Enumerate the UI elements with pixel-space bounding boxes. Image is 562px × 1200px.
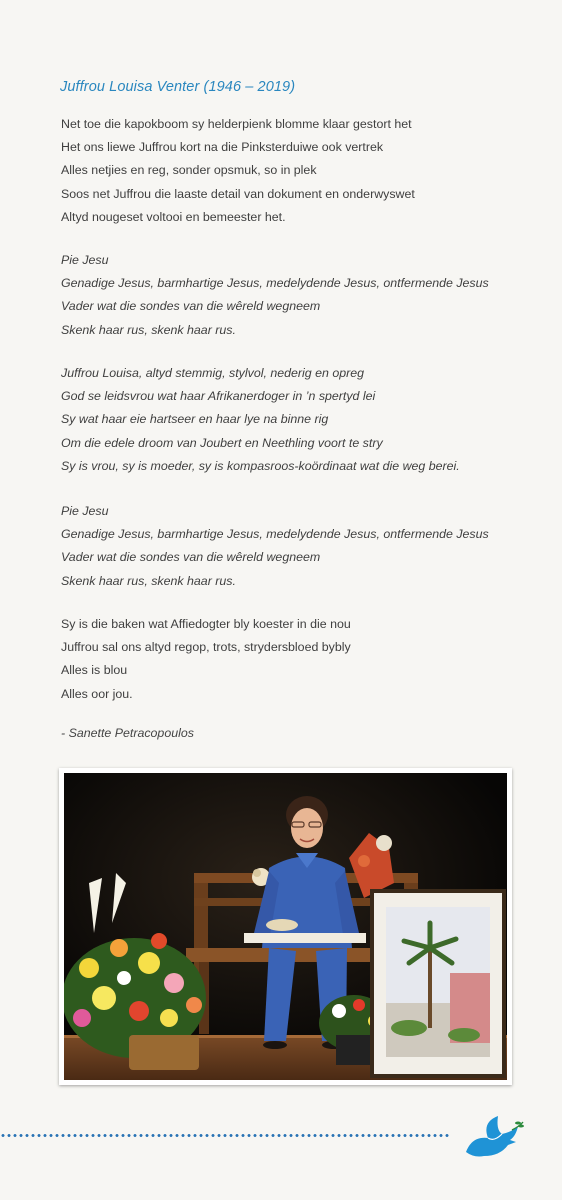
poem-title: Juffrou Louisa Venter (1946 – 2019) — [60, 79, 296, 95]
poem-line: Sy is die baken wat Affiedogter bly koester in die nou — [61, 617, 351, 631]
poem-line: Genadige Jesus, barmhartige Jesus, medelydende Jesus, ontfermende Jesus — [61, 527, 489, 542]
poem-signature: - Sanette Petracopoulos — [61, 726, 194, 740]
poem-line: Soos net Juffrou die laaste detail van dokument en onderwyswet — [61, 186, 415, 201]
poem-line: Sy is vrou, sy is moeder, sy is kompasroos-koördinaat wat die weg berei. — [61, 458, 460, 473]
poem-line: Alles is blou — [61, 663, 128, 678]
photo-frame — [59, 768, 512, 1085]
stanza-5 — [61, 613, 351, 706]
poem-line: Alles netjies en reg, sonder opsmuk, so in plek — [61, 163, 317, 178]
poem-line: Vader wat die sondes van die wêreld wegneem — [61, 299, 321, 314]
dove-with-olive-branch-icon — [460, 1112, 524, 1164]
poem-line: Het ons liewe Juffrou kort na die Pinksterduiwe ook vertrek — [61, 140, 384, 155]
poem-line: Skenk haar rus, skenk haar rus. — [61, 573, 236, 588]
stanza-2-refrain — [61, 249, 489, 342]
poem-line: Alles oor jou. — [61, 686, 133, 701]
poem-line: Skenk haar rus, skenk haar rus. — [61, 322, 236, 337]
poem-line: God se leidsvrou wat haar Afrikanerdoger in ’n spertyd lei — [61, 389, 376, 404]
poem-line: Pie Jesu — [61, 253, 109, 267]
stanza-1 — [61, 113, 415, 229]
poem-line: Vader wat die sondes van die wêreld wegneem — [61, 550, 321, 565]
poem-line: Juffrou Louisa, altyd stemmig, stylvol, nederig en opreg — [61, 366, 365, 380]
poem-line: Genadige Jesus, barmhartige Jesus, medelydende Jesus, ontfermende Jesus — [61, 276, 489, 291]
poem-line: Pie Jesu — [61, 504, 109, 518]
poem-line: Juffrou sal ons altyd regop, trots, strydersbloed bybly — [61, 640, 351, 655]
poem-line: Om die edele droom van Joubert en Neethling voort te stry — [61, 435, 383, 450]
poem-line: Sy wat haar eie hartseer en haar lye na binne rig — [61, 412, 329, 427]
stanza-3 — [61, 362, 460, 478]
dotted-divider — [0, 1133, 450, 1138]
memorial-photo — [64, 773, 507, 1080]
poem-line: Net toe die kapokboom sy helderpienk blomme klaar gestort het — [61, 117, 412, 131]
poem-line: Altyd nougeset voltooi en bemeester het. — [61, 209, 286, 224]
stanza-4-refrain — [61, 500, 489, 593]
